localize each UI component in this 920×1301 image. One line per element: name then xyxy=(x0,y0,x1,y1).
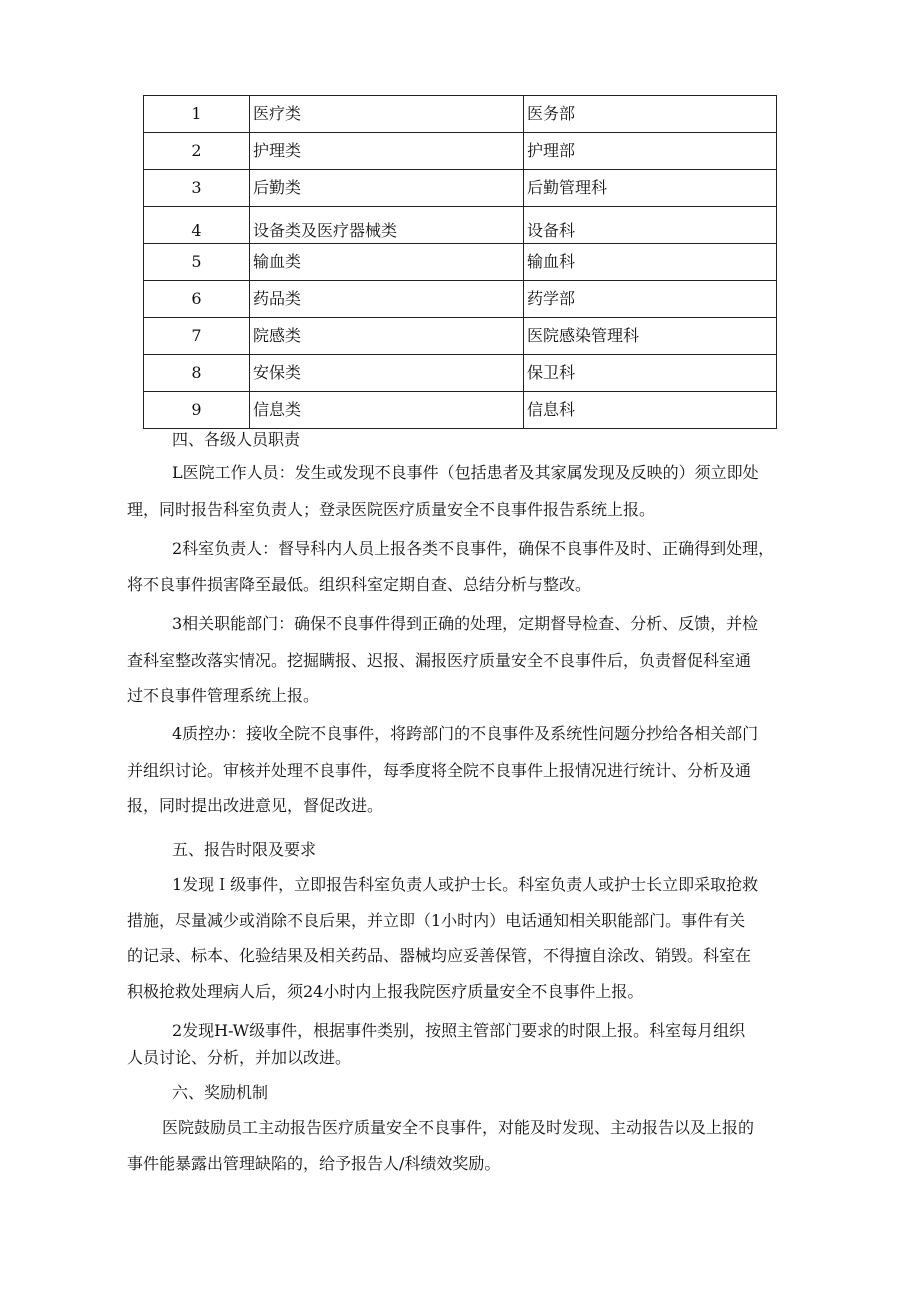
responsible-dept: 设备科 xyxy=(524,207,777,244)
table-row xyxy=(144,133,777,170)
table-row xyxy=(144,170,777,207)
event-category: 药品类 xyxy=(250,281,524,318)
paragraph-line: 过不良事件管理系统上报。 xyxy=(127,686,320,705)
table-row xyxy=(144,281,777,318)
paragraph-line: 4质控办：接收全院不良事件，将跨部门的不良事件及系统性问题分抄给各相关部门 xyxy=(172,724,759,743)
row-number: 9 xyxy=(144,392,250,429)
paragraph-line: 3相关职能部门：确保不良事件得到正确的处理，定期督导检查、分析、反馈，并检 xyxy=(172,614,759,633)
row-number: 2 xyxy=(144,133,250,170)
table-row xyxy=(144,96,777,133)
responsible-dept: 后勤管理科 xyxy=(524,170,777,207)
table-row xyxy=(144,355,777,392)
event-category: 安保类 xyxy=(250,355,524,392)
paragraph-line: 将不良事件损害降至最低。组织科室定期自查、总结分析与整改。 xyxy=(127,575,592,594)
table-row xyxy=(144,392,777,429)
table-row xyxy=(144,207,777,244)
paragraph-line: 2科室负责人：督导科内人员上报各类不良事件，确保不良事件及时、正确得到处理， xyxy=(172,539,775,558)
paragraph-line: 2发现H-W级事件，根据事件类别，按照主管部门要求的时限上报。科室每月组织 xyxy=(172,1021,746,1040)
event-category: 输血类 xyxy=(250,244,524,281)
paragraph-line: 1发现Ｉ级事件，立即报告科室负责人或护士长。科室负责人或护士长立即采取抢救 xyxy=(172,875,759,894)
row-number: 3 xyxy=(144,170,250,207)
paragraph-line: 报，同时提出改进意见，督促改进。 xyxy=(127,796,384,815)
row-number: 6 xyxy=(144,281,250,318)
paragraph-line: 人员讨论、分析，并加以改进。 xyxy=(127,1048,352,1067)
responsible-dept: 输血科 xyxy=(524,244,777,281)
event-category: 医疗类 xyxy=(250,96,524,133)
section-heading-rewards: 六、奖励机制 xyxy=(172,1083,269,1102)
paragraph-line: 事件能暴露出管理缺陷的，给予报告人/科绩效奖励。 xyxy=(127,1154,501,1173)
paragraph-line: 理，同时报告科室负责人；登录医院医疗质量安全不良事件报告系统上报。 xyxy=(127,500,656,519)
paragraph-line: L医院工作人员：发生或发现不良事件（包括患者及其家属发现及反映的）须立即处 xyxy=(172,463,759,482)
event-category: 信息类 xyxy=(250,392,524,429)
paragraph-line: 医院鼓励员工主动报告医疗质量安全不良事件，对能及时发现、主动报告以及上报的 xyxy=(162,1118,755,1137)
paragraph-line: 查科室整改落实情况。挖掘瞒报、迟报、漏报医疗质量安全不良事件后，负责督促科室通 xyxy=(127,651,752,670)
row-number: 1 xyxy=(144,96,250,133)
paragraph-line: 积极抢救处理病人后，须24小时内上报我院医疗质量安全不良事件上报。 xyxy=(127,982,644,1001)
responsible-dept: 信息科 xyxy=(524,392,777,429)
section-heading-responsibilities: 四、各级人员职责 xyxy=(172,430,301,449)
paragraph-line: 措施，尽量减少或消除不良后果，并立即（1小时内）电话通知相关职能部门。事件有关 xyxy=(127,911,746,930)
responsible-dept: 保卫科 xyxy=(524,355,777,392)
event-category: 后勤类 xyxy=(250,170,524,207)
paragraph-line: 并组织讨论。审核并处理不良事件，每季度将全院不良事件上报情况进行统计、分析及通 xyxy=(127,761,752,780)
responsible-dept: 药学部 xyxy=(524,281,777,318)
row-number: 7 xyxy=(144,318,250,355)
responsible-dept: 医务部 xyxy=(524,96,777,133)
responsible-dept: 医院感染管理科 xyxy=(524,318,777,355)
event-category: 护理类 xyxy=(250,133,524,170)
responsible-dept: 护理部 xyxy=(524,133,777,170)
paragraph-line: 的记录、标本、化验结果及相关药品、器械均应妥善保管，不得擅自涂改、销毁。科室在 xyxy=(127,946,752,965)
table-row xyxy=(144,318,777,355)
table-row xyxy=(144,244,777,281)
row-number: 8 xyxy=(144,355,250,392)
section-heading-reporting: 五、报告时限及要求 xyxy=(172,840,317,859)
row-number: 5 xyxy=(144,244,250,281)
event-category: 院感类 xyxy=(250,318,524,355)
row-number: 4 xyxy=(144,207,250,244)
event-category-table xyxy=(143,95,777,429)
event-category: 设备类及医疗器械类 xyxy=(250,207,524,244)
